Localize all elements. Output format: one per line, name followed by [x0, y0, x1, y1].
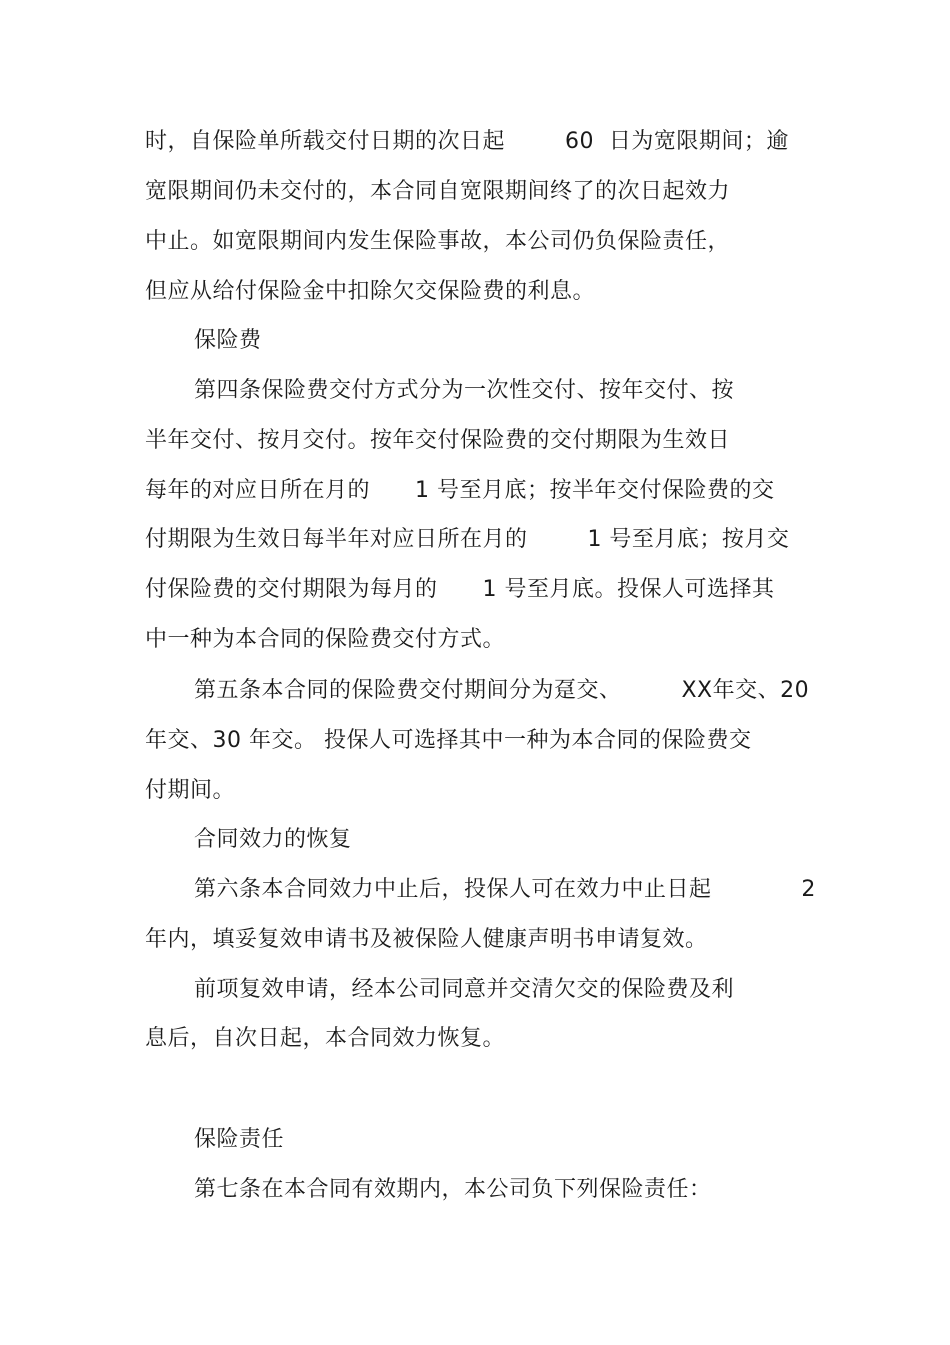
text-line: 年内，填妥复效申请书及被保险人健康声明书申请复效。	[145, 927, 708, 952]
section-heading: 保险责任	[194, 1127, 285, 1152]
text-line: 付期限为生效日每半年对应日所在月的 1 号至月底；按月交	[145, 527, 790, 552]
text-line: 第六条本合同效力中止后，投保人可在效力中止日起 2	[194, 877, 816, 902]
text-line: 付保险费的交付期限为每月的 1 号至月底。投保人可选择其	[145, 577, 775, 602]
text-line: 时，自保险单所载交付日期的次日起 60 日为宽限期间；逾	[145, 129, 789, 154]
section-heading: 合同效力的恢复	[194, 827, 352, 852]
text-line: 第五条本合同的保险费交付期间分为趸交、 XX年交、20	[194, 678, 810, 703]
text-line: 中止。如宽限期间内发生保险事故，本公司仍负保险责任，	[145, 229, 731, 254]
text-line: 年交、30 年交。 投保人可选择其中一种为本合同的保险费交	[145, 728, 752, 753]
text-line: 中一种为本合同的保险费交付方式。	[145, 627, 506, 652]
text-line: 第七条在本合同有效期内，本公司负下列保险责任：	[194, 1177, 712, 1202]
text-line: 每年的对应日所在月的 1 号至月底；按半年交付保险费的交	[145, 478, 775, 503]
section-heading: 保险费	[194, 328, 262, 353]
text-line: 第四条保险费交付方式分为一次性交付、按年交付、按	[194, 378, 735, 403]
text-line: 前项复效申请，经本公司同意并交清欠交的保险费及利	[194, 977, 735, 1002]
text-line: 息后，自次日起，本合同效力恢复。	[145, 1026, 506, 1051]
text-line: 付期间。	[145, 778, 236, 803]
text-line: 半年交付、按月交付。按年交付保险费的交付期限为生效日	[145, 428, 731, 453]
text-line: 宽限期间仍未交付的，本合同自宽限期间终了的次日起效力	[145, 179, 731, 204]
text-line: 但应从给付保险金中扣除欠交保险费的利息。	[145, 279, 596, 304]
